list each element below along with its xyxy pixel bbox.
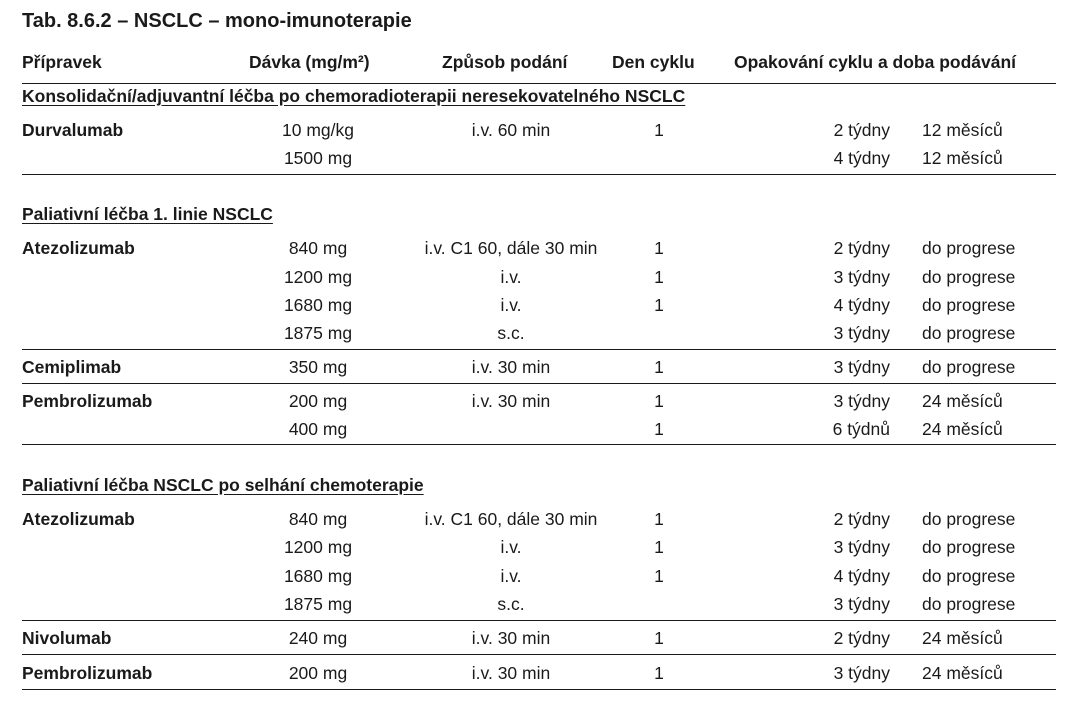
dose-cell: 1500 mg (283, 148, 353, 168)
day-cell: 1 (654, 295, 664, 315)
table-row (0, 235, 1078, 261)
day-cell: 1 (654, 419, 664, 439)
route-cell: i.v. 30 min (471, 663, 551, 683)
dose-cell: 1875 mg (283, 323, 353, 343)
drug-name: Cemiplimab (22, 357, 122, 377)
table-row (0, 388, 1078, 414)
dose-cell: 1680 mg (283, 566, 353, 586)
header-drug: Přípravek (22, 52, 102, 72)
drug-name: Atezolizumab (22, 509, 135, 529)
dose-cell: 840 mg (288, 509, 348, 529)
repeat-cell: 3 týdny (833, 663, 890, 683)
repeat-cell: 3 týdny (833, 323, 890, 343)
duration-cell: do progrese (922, 238, 1016, 258)
drug-name: Pembrolizumab (22, 391, 153, 411)
drug-name: Nivolumab (22, 628, 112, 648)
duration-cell: do progrese (922, 267, 1016, 287)
drug-name: Atezolizumab (22, 238, 135, 258)
duration-cell: do progrese (922, 566, 1016, 586)
table-row (0, 625, 1078, 651)
section-rule (22, 444, 1056, 445)
drug-rule (22, 349, 1056, 350)
repeat-cell: 2 týdny (833, 628, 890, 648)
table-row (0, 563, 1078, 589)
header-rule (22, 83, 1056, 84)
dose-cell: 200 mg (288, 663, 348, 683)
repeat-cell: 4 týdny (833, 295, 890, 315)
day-cell: 1 (654, 120, 664, 140)
duration-cell: do progrese (922, 357, 1016, 377)
table-row (0, 506, 1078, 532)
drug-rule (22, 620, 1056, 621)
route-cell: i.v. 30 min (471, 357, 551, 377)
table-row (0, 591, 1078, 617)
route-cell: i.v. C1 60, dále 30 min (424, 509, 598, 529)
drug-name: Pembrolizumab (22, 663, 153, 683)
table-row (0, 292, 1078, 318)
duration-cell: do progrese (922, 537, 1016, 557)
duration-cell: do progrese (922, 509, 1016, 529)
duration-cell: do progrese (922, 594, 1016, 614)
section-title: Konsolidační/adjuvantní léčba po chemoradioterapii neresekovatelného NSCLC (22, 86, 686, 106)
table-title: Tab. 8.6.2 – NSCLC – mono-imunoterapie (22, 10, 412, 32)
duration-cell: 24 měsíců (922, 663, 1003, 683)
repeat-cell: 4 týdny (833, 566, 890, 586)
day-cell: 1 (654, 537, 664, 557)
drug-rule (22, 654, 1056, 655)
duration-cell: do progrese (922, 323, 1016, 343)
route-cell: i.v. (500, 267, 522, 287)
day-cell: 1 (654, 238, 664, 258)
dose-cell: 200 mg (288, 391, 348, 411)
day-cell: 1 (654, 566, 664, 586)
section-rule (22, 174, 1056, 175)
route-cell: i.v. (500, 537, 522, 557)
repeat-cell: 2 týdny (833, 120, 890, 140)
day-cell: 1 (654, 391, 664, 411)
route-cell: i.v. (500, 295, 522, 315)
section-title: Paliativní léčba NSCLC po selhání chemoterapie (22, 475, 424, 495)
repeat-cell: 6 týdnů (832, 419, 890, 439)
route-cell: i.v. (500, 566, 522, 586)
dose-cell: 10 mg/kg (282, 120, 354, 140)
dose-cell: 840 mg (288, 238, 348, 258)
dose-cell: 1200 mg (283, 267, 353, 287)
dose-cell: 350 mg (288, 357, 348, 377)
table-row (0, 145, 1078, 171)
repeat-cell: 4 týdny (833, 148, 890, 168)
repeat-cell: 2 týdny (833, 238, 890, 258)
table-row (0, 320, 1078, 346)
route-cell: i.v. 30 min (471, 628, 551, 648)
dose-cell: 240 mg (288, 628, 348, 648)
table-row (0, 264, 1078, 290)
repeat-cell: 3 týdny (833, 594, 890, 614)
repeat-cell: 3 týdny (833, 537, 890, 557)
section-title: Paliativní léčba 1. linie NSCLC (22, 204, 273, 224)
duration-cell: 24 měsíců (922, 419, 1003, 439)
table-row (0, 354, 1078, 380)
table-row (0, 416, 1078, 442)
duration-cell: do progrese (922, 295, 1016, 315)
dose-cell: 1875 mg (283, 594, 353, 614)
day-cell: 1 (654, 663, 664, 683)
header-day: Den cyklu (612, 52, 695, 72)
day-cell: 1 (654, 267, 664, 287)
duration-cell: 24 měsíců (922, 391, 1003, 411)
day-cell: 1 (654, 628, 664, 648)
route-cell: s.c. (497, 594, 525, 614)
table-bottom-rule (22, 689, 1056, 690)
route-cell: i.v. 30 min (471, 391, 551, 411)
repeat-cell: 2 týdny (833, 509, 890, 529)
duration-cell: 24 měsíců (922, 628, 1003, 648)
route-cell: i.v. 60 min (471, 120, 551, 140)
table-row (0, 117, 1078, 143)
duration-cell: 12 měsíců (922, 120, 1003, 140)
dose-cell: 400 mg (288, 419, 348, 439)
repeat-cell: 3 týdny (833, 267, 890, 287)
route-cell: s.c. (497, 323, 525, 343)
repeat-cell: 3 týdny (833, 391, 890, 411)
duration-cell: 12 měsíců (922, 148, 1003, 168)
table-row (0, 534, 1078, 560)
table-row (0, 660, 1078, 686)
header-repeat: Opakování cyklu a doba podávání (734, 52, 1017, 72)
header-route: Způsob podání (442, 52, 568, 72)
drug-name: Durvalumab (22, 120, 124, 140)
dose-cell: 1680 mg (283, 295, 353, 315)
drug-rule (22, 383, 1056, 384)
route-cell: i.v. C1 60, dále 30 min (424, 238, 598, 258)
repeat-cell: 3 týdny (833, 357, 890, 377)
dose-cell: 1200 mg (283, 537, 353, 557)
day-cell: 1 (654, 509, 664, 529)
day-cell: 1 (654, 357, 664, 377)
header-dose: Dávka (mg/m²) (249, 52, 370, 72)
